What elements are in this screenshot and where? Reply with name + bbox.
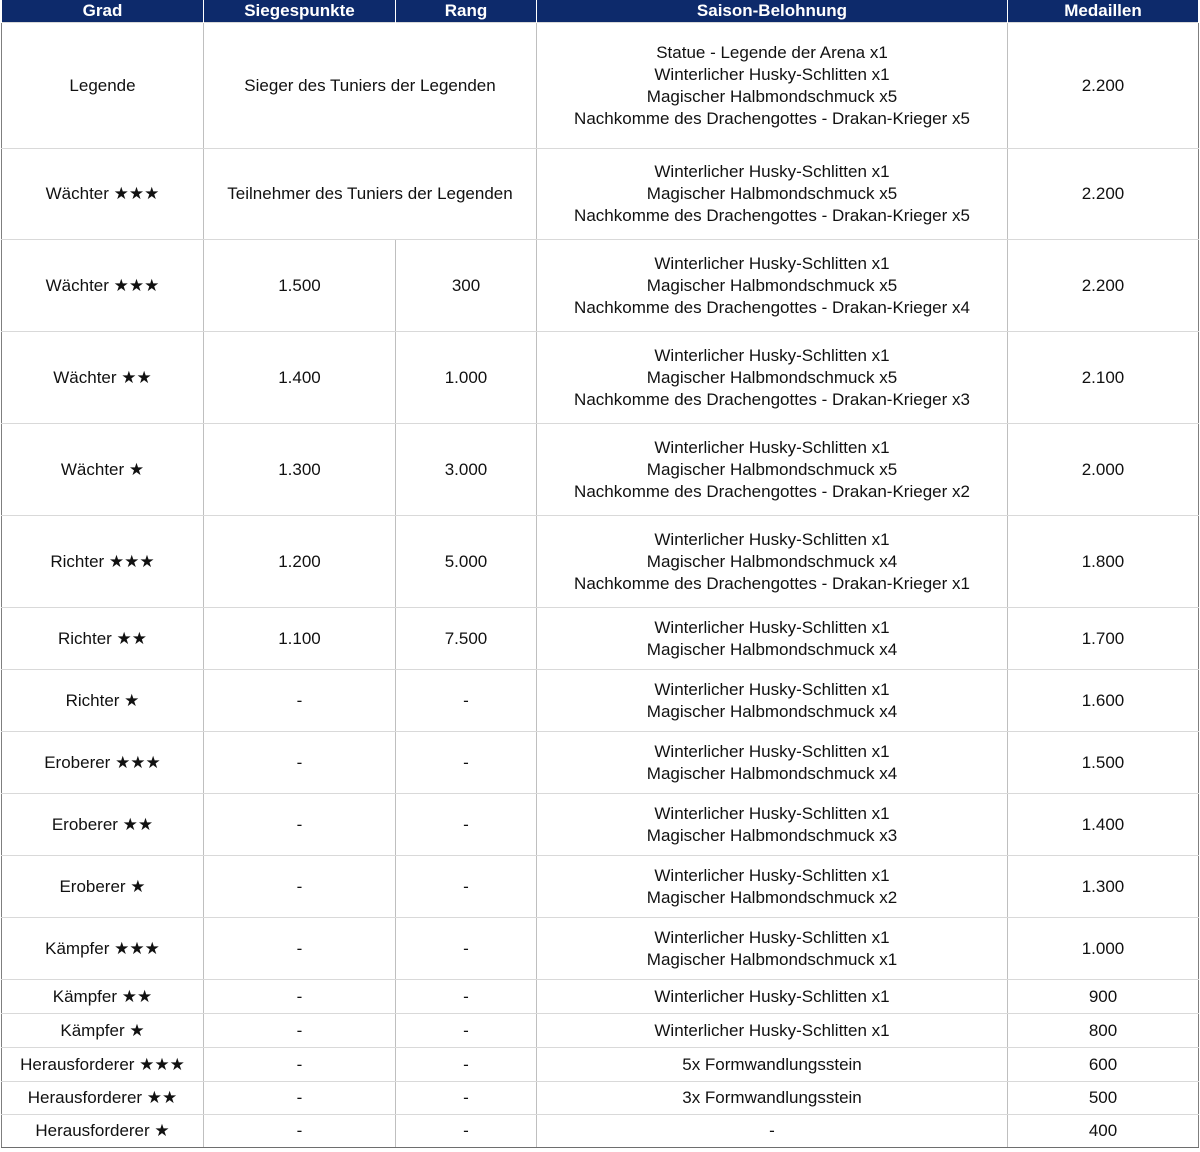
- reward-line: Nachkomme des Drachengottes - Drakan-Krieger x3: [574, 389, 970, 409]
- rang-cell: -: [396, 1014, 537, 1048]
- medaillen-cell: 1.700: [1008, 608, 1199, 670]
- grad-cell: Herausforderer ★★★: [2, 1048, 204, 1082]
- reward-cell: [537, 149, 1008, 240]
- reward-line: Nachkomme des Drachengottes - Drakan-Krieger x4: [574, 297, 970, 317]
- siegespunkte-cell: 1.200: [204, 516, 396, 608]
- table-row: [2, 794, 1199, 856]
- table-row: [2, 332, 1199, 424]
- rang-cell: 7.500: [396, 608, 537, 670]
- header-medaillen: Medaillen: [1008, 0, 1199, 23]
- rang-cell: -: [396, 670, 537, 732]
- siegespunkte-cell: -: [204, 794, 396, 856]
- reward-line: Magischer Halbmondschmuck x5: [646, 459, 898, 479]
- reward-line: Nachkomme des Drachengottes - Drakan-Krieger x1: [574, 573, 970, 593]
- medaillen-cell: 1.600: [1008, 670, 1199, 732]
- grad-cell: Wächter ★: [2, 424, 204, 516]
- medaillen-cell: 2.200: [1008, 149, 1199, 240]
- medaillen-cell: 1.000: [1008, 918, 1199, 980]
- reward-line: Winterlicher Husky-Schlitten x1: [654, 986, 890, 1006]
- header-row: [2, 0, 1199, 23]
- medaillen-cell: 2.100: [1008, 332, 1199, 424]
- reward-cell: [537, 516, 1008, 608]
- rang-cell: -: [396, 856, 537, 918]
- reward-line: 5x Formwandlungsstein: [682, 1054, 862, 1074]
- grad-cell: Wächter ★★★: [2, 149, 204, 240]
- table-row: [2, 516, 1199, 608]
- reward-line: Magischer Halbmondschmuck x5: [646, 367, 898, 387]
- reward-line: Magischer Halbmondschmuck x4: [646, 701, 898, 721]
- table-row: [2, 23, 1199, 149]
- rang-cell: -: [396, 1082, 537, 1115]
- reward-line: Nachkomme des Drachengottes - Drakan-Krieger x2: [574, 481, 970, 501]
- reward-line: Magischer Halbmondschmuck x5: [646, 86, 898, 106]
- reward-cell: [537, 794, 1008, 856]
- reward-line: Winterlicher Husky-Schlitten x1: [654, 1020, 890, 1040]
- rewards-table: [1, 0, 1199, 1148]
- rang-cell: -: [396, 794, 537, 856]
- medaillen-cell: 2.200: [1008, 23, 1199, 149]
- reward-line: Winterlicher Husky-Schlitten x1: [654, 437, 890, 457]
- table-row: [2, 149, 1199, 240]
- grad-cell: Wächter ★★: [2, 332, 204, 424]
- table-row: [2, 980, 1199, 1014]
- medaillen-cell: 2.200: [1008, 240, 1199, 332]
- reward-cell: [537, 918, 1008, 980]
- requirement-cell: Sieger des Tuniers der Legenden: [204, 23, 537, 149]
- table-row: [2, 670, 1199, 732]
- reward-line: Magischer Halbmondschmuck x5: [646, 275, 898, 295]
- siegespunkte-cell: -: [204, 1048, 396, 1082]
- header-grad: Grad: [2, 0, 204, 23]
- reward-line: Magischer Halbmondschmuck x4: [646, 551, 898, 571]
- medaillen-cell: 1.400: [1008, 794, 1199, 856]
- table-row: [2, 856, 1199, 918]
- table-row: [2, 240, 1199, 332]
- siegespunkte-cell: -: [204, 1014, 396, 1048]
- reward-line: Magischer Halbmondschmuck x3: [646, 825, 898, 845]
- siegespunkte-cell: 1.300: [204, 424, 396, 516]
- medaillen-cell: 400: [1008, 1115, 1199, 1148]
- siegespunkte-cell: -: [204, 856, 396, 918]
- table-row: [2, 732, 1199, 794]
- grad-cell: Kämpfer ★: [2, 1014, 204, 1048]
- grad-cell: Herausforderer ★★: [2, 1082, 204, 1115]
- reward-cell: [537, 980, 1008, 1014]
- reward-cell: [537, 1014, 1008, 1048]
- reward-line: 3x Formwandlungsstein: [682, 1088, 862, 1107]
- table-row: [2, 424, 1199, 516]
- table-row: [2, 1014, 1199, 1048]
- siegespunkte-cell: -: [204, 918, 396, 980]
- reward-line: Winterlicher Husky-Schlitten x1: [654, 803, 890, 823]
- reward-cell: [537, 732, 1008, 794]
- rang-cell: -: [396, 918, 537, 980]
- siegespunkte-cell: -: [204, 1115, 396, 1148]
- grad-cell: Eroberer ★: [2, 856, 204, 918]
- reward-cell: [537, 23, 1008, 149]
- reward-cell: [537, 424, 1008, 516]
- reward-line: Magischer Halbmondschmuck x4: [646, 639, 898, 659]
- grad-cell: Eroberer ★★★: [2, 732, 204, 794]
- reward-line: Nachkomme des Drachengottes - Drakan-Krieger x5: [574, 108, 970, 128]
- reward-line: Winterlicher Husky-Schlitten x1: [654, 253, 890, 273]
- reward-line: Magischer Halbmondschmuck x2: [646, 887, 898, 907]
- table-row: [2, 918, 1199, 980]
- reward-cell: [537, 332, 1008, 424]
- reward-line: Winterlicher Husky-Schlitten x1: [654, 617, 890, 637]
- siegespunkte-cell: 1.500: [204, 240, 396, 332]
- reward-line: Winterlicher Husky-Schlitten x1: [654, 741, 890, 761]
- medaillen-cell: 1.800: [1008, 516, 1199, 608]
- medaillen-cell: 1.500: [1008, 732, 1199, 794]
- grad-cell: Kämpfer ★★: [2, 980, 204, 1014]
- requirement-cell: Teilnehmer des Tuniers der Legenden: [204, 149, 537, 240]
- reward-line: Magischer Halbmondschmuck x4: [646, 763, 898, 783]
- reward-cell: [537, 1082, 1008, 1115]
- table-row: [2, 1048, 1199, 1082]
- medaillen-cell: 600: [1008, 1048, 1199, 1082]
- rang-cell: -: [396, 732, 537, 794]
- rang-cell: -: [396, 1048, 537, 1082]
- reward-cell: [537, 856, 1008, 918]
- reward-line: Statue - Legende der Arena x1: [656, 42, 888, 62]
- siegespunkte-cell: -: [204, 670, 396, 732]
- rang-cell: 1.000: [396, 332, 537, 424]
- header-rang: Rang: [396, 0, 537, 23]
- rang-cell: -: [396, 980, 537, 1014]
- reward-line: Magischer Halbmondschmuck x5: [646, 184, 898, 203]
- reward-cell: [537, 240, 1008, 332]
- table-row: [2, 608, 1199, 670]
- grad-cell: Kämpfer ★★★: [2, 918, 204, 980]
- siegespunkte-cell: -: [204, 732, 396, 794]
- grad-cell: Legende: [2, 23, 204, 149]
- grad-cell: Wächter ★★★: [2, 240, 204, 332]
- reward-cell: [537, 1115, 1008, 1148]
- grad-cell: Richter ★★: [2, 608, 204, 670]
- siegespunkte-cell: 1.100: [204, 608, 396, 670]
- reward-line: Winterlicher Husky-Schlitten x1: [654, 865, 890, 885]
- siegespunkte-cell: 1.400: [204, 332, 396, 424]
- reward-line: Magischer Halbmondschmuck x1: [646, 949, 898, 969]
- rang-cell: 5.000: [396, 516, 537, 608]
- reward-line: Winterlicher Husky-Schlitten x1: [654, 529, 890, 549]
- reward-line: Winterlicher Husky-Schlitten x1: [654, 162, 890, 181]
- reward-cell: [537, 1048, 1008, 1082]
- reward-cell: [537, 608, 1008, 670]
- medaillen-cell: 2.000: [1008, 424, 1199, 516]
- table-row: [2, 1082, 1199, 1115]
- table-row: [2, 1115, 1199, 1148]
- grad-cell: Eroberer ★★: [2, 794, 204, 856]
- reward-cell: [537, 670, 1008, 732]
- reward-line: Winterlicher Husky-Schlitten x1: [654, 927, 890, 947]
- header-siegespunkte: Siegespunkte: [204, 0, 396, 23]
- reward-line: -: [769, 1121, 775, 1140]
- medaillen-cell: 800: [1008, 1014, 1199, 1048]
- grad-cell: Richter ★: [2, 670, 204, 732]
- rang-cell: 3.000: [396, 424, 537, 516]
- rang-cell: 300: [396, 240, 537, 332]
- siegespunkte-cell: -: [204, 980, 396, 1014]
- medaillen-cell: 900: [1008, 980, 1199, 1014]
- reward-line: Winterlicher Husky-Schlitten x1: [654, 679, 890, 699]
- medaillen-cell: 1.300: [1008, 856, 1199, 918]
- reward-line: Winterlicher Husky-Schlitten x1: [654, 345, 890, 365]
- reward-line: Nachkomme des Drachengottes - Drakan-Krieger x5: [574, 206, 970, 225]
- grad-cell: Richter ★★★: [2, 516, 204, 608]
- grad-cell: Herausforderer ★: [2, 1115, 204, 1148]
- header-saison-belohnung: Saison-Belohnung: [537, 0, 1008, 23]
- rang-cell: -: [396, 1115, 537, 1148]
- reward-line: Winterlicher Husky-Schlitten x1: [654, 64, 890, 84]
- medaillen-cell: 500: [1008, 1082, 1199, 1115]
- siegespunkte-cell: -: [204, 1082, 396, 1115]
